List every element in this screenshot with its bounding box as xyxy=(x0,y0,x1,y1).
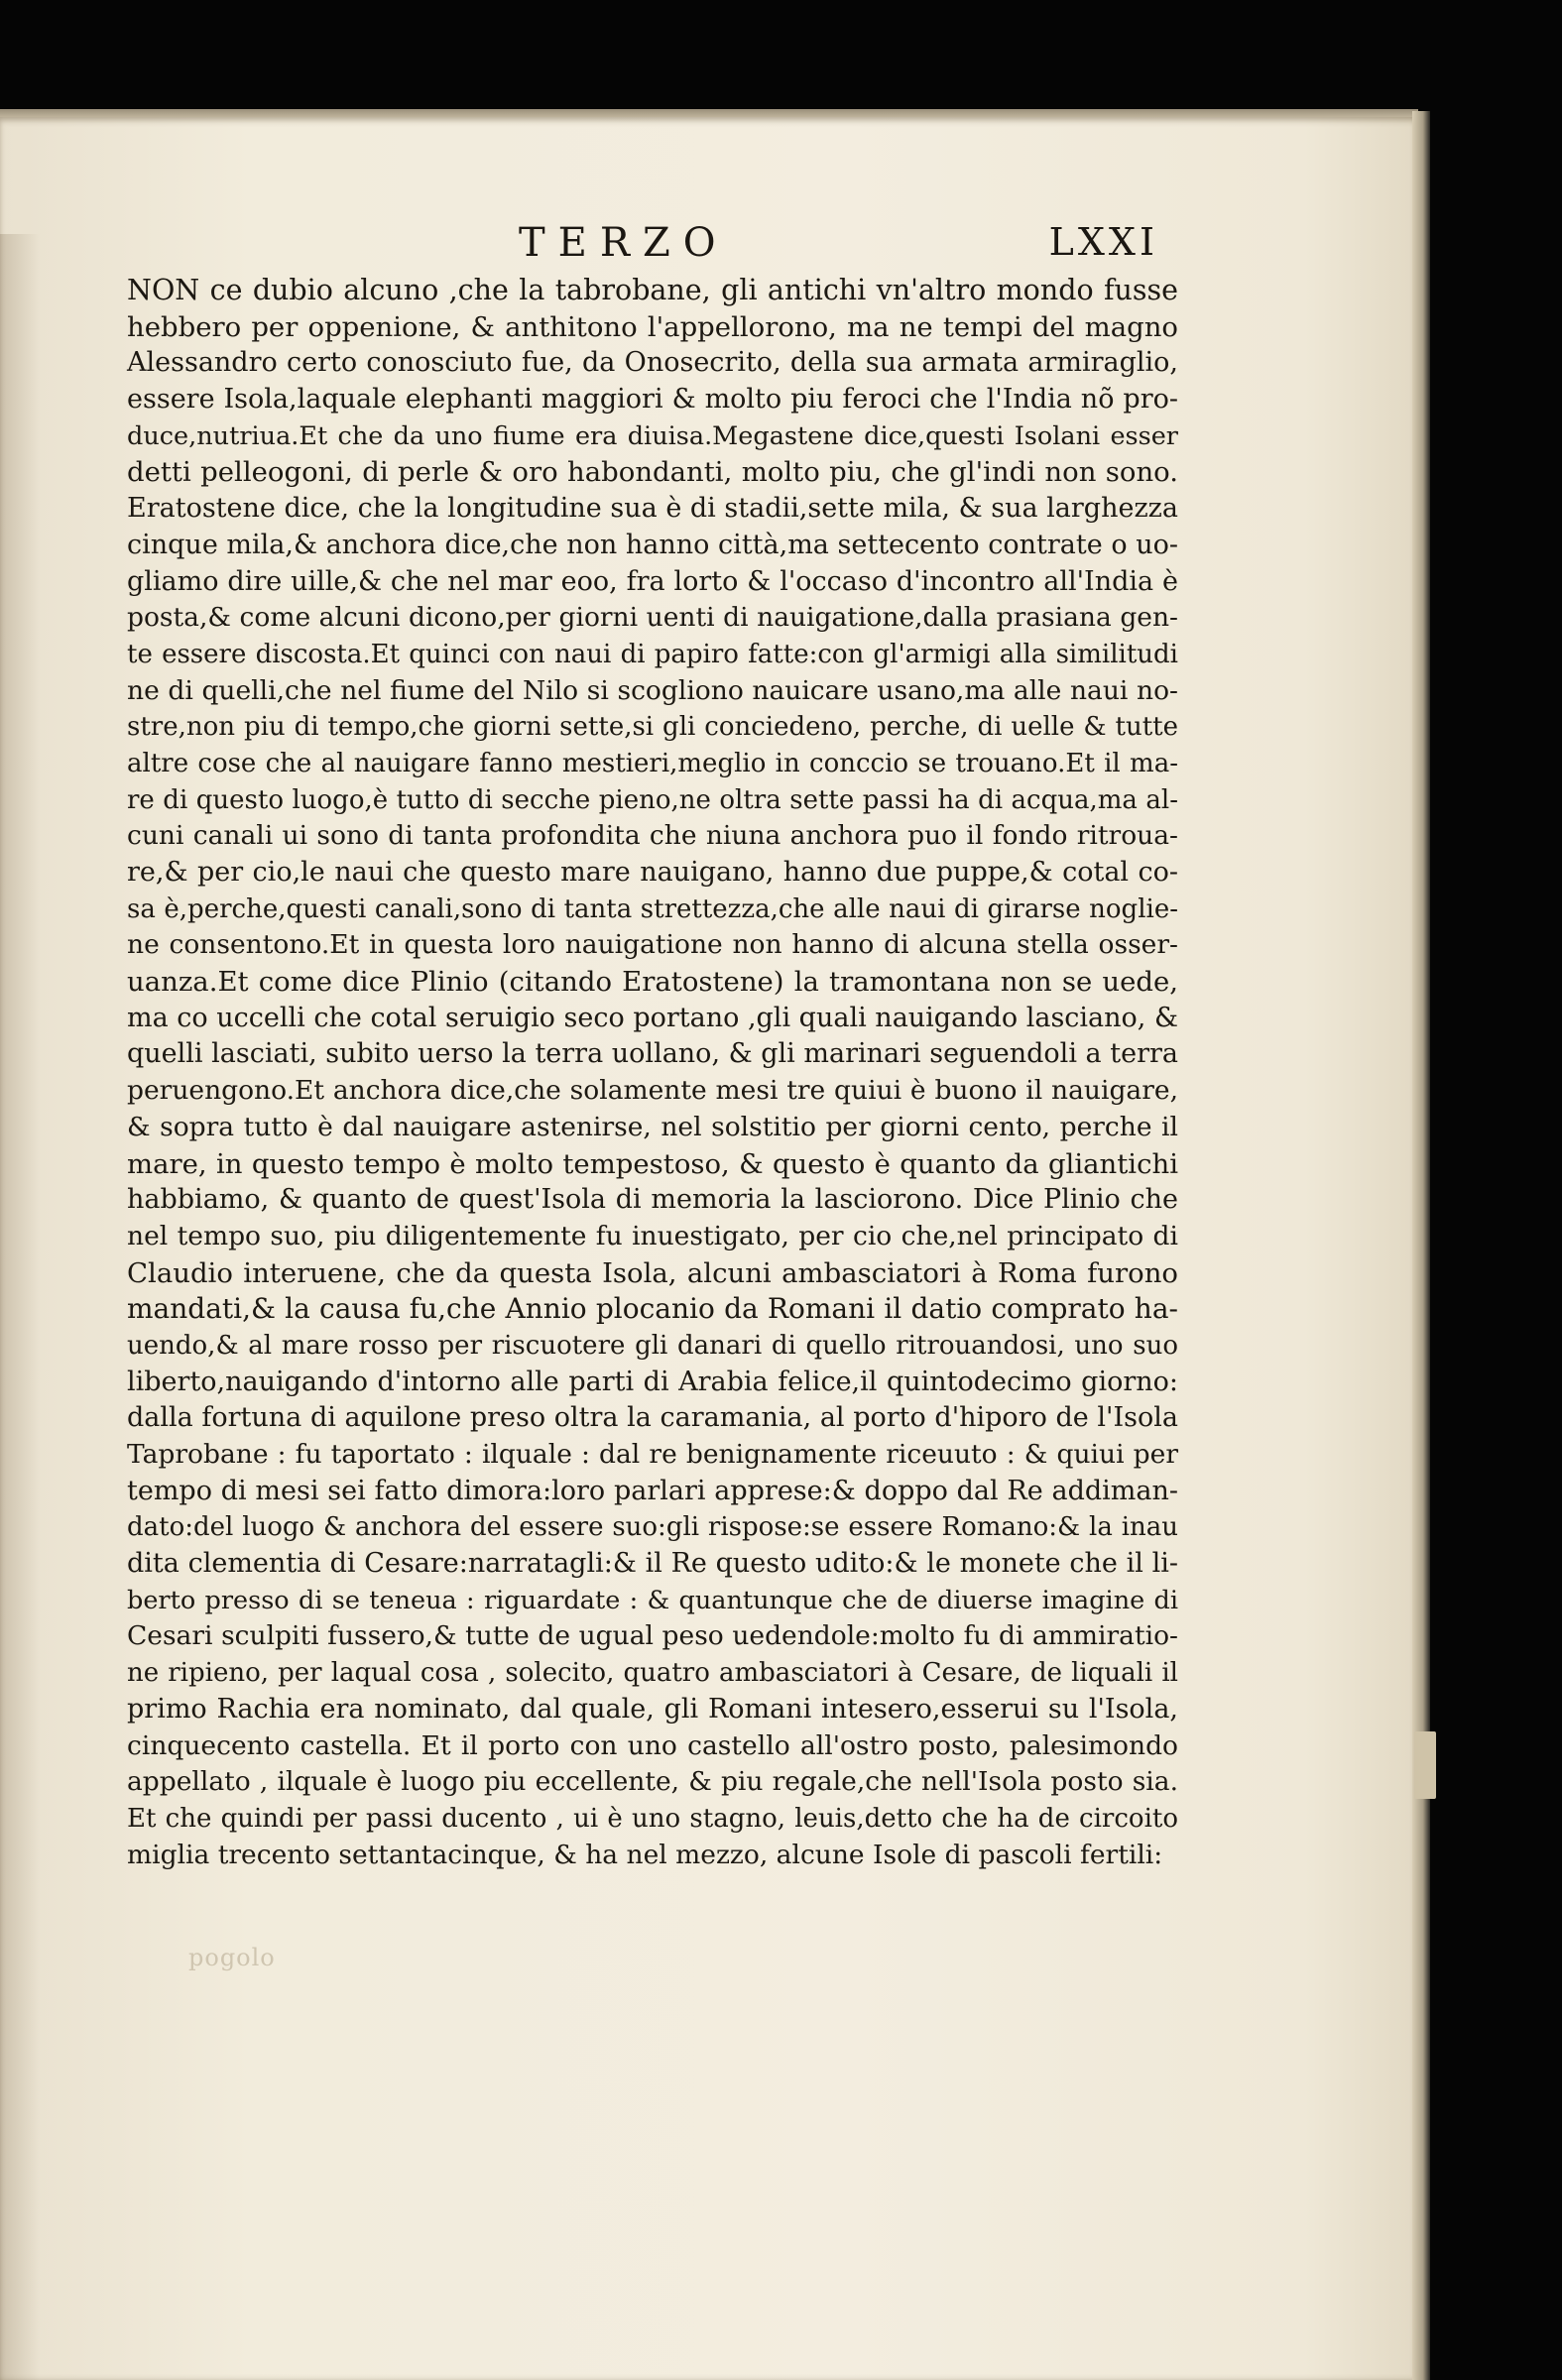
text-line: cinquecento castella. Et il porto con uno castello all'ostro posto, palesimondo xyxy=(127,1729,1178,1761)
text-line: uendo,& al mare rosso per riscuotere gli danari di quello ritrouandosi, uno suo xyxy=(127,1330,1178,1361)
text-line: tempo di mesi sei fatto dimora:loro parlari apprese:& doppo dal Re addiman- xyxy=(127,1475,1178,1506)
page-right-edge xyxy=(1412,111,1430,2380)
catchword: pogolo xyxy=(188,1944,276,1971)
text-line: essere Isola,laquale elephanti maggiori & molto piu feroci che l'India nõ pro- xyxy=(127,384,1178,416)
text-line: dato:del luogo & anchora del essere suo:gli rispose:se essere Romano:& la inau xyxy=(127,1512,1178,1543)
text-line: NON ce dubio alcuno ,che la tabrobane, gli antichi vn'altro mondo fusse xyxy=(127,274,1178,306)
text-line: primo Rachia era nominato, dal quale, gli Romani intesero,esserui su l'Isola, xyxy=(127,1693,1178,1725)
text-line: quelli lasciati, subito uerso la terra uollano, & gli marinari seguendoli a terra xyxy=(127,1038,1178,1070)
text-line: appellato , ilquale è luogo piu eccellente, & piu regale,che nell'Isola posto sia. xyxy=(127,1766,1178,1798)
text-line: Claudio interuene, che da questa Isola, alcuni ambasciatori à Roma furono xyxy=(127,1256,1178,1289)
text-line: posta,& come alcuni dicono,per giorni uenti di nauigatione,dalla prasiana gen- xyxy=(127,602,1178,634)
running-head: TERZO xyxy=(519,220,729,266)
text-line: dalla fortuna di aquilone preso oltra la caramania, al porto d'hiporo de l'Isola xyxy=(127,1402,1178,1434)
text-line: mare, in questo tempo è molto tempestoso, & questo è quanto da gliantichi xyxy=(127,1147,1178,1180)
text-line: dita clementia di Cesare:narratagli:& il Re questo udito:& le monete che il li- xyxy=(127,1548,1178,1580)
text-line: sa è,perche,questi canali,sono di tanta strettezza,che alle naui di girarse noglie- xyxy=(127,893,1178,924)
text-line: cuni canali ui sono di tanta profondita che niuna anchora puo il fondo ritroua- xyxy=(127,820,1178,852)
text-line: liberto,nauigando d'intorno alle parti di Arabia felice,il quintodecimo giorno: xyxy=(127,1366,1178,1397)
text-line: habbiamo, & quanto de quest'Isola di memoria la lasciorono. Dice Plinio che xyxy=(127,1184,1178,1216)
text-line: uanza.Et come dice Plinio (citando Eratostene) la tramontana non se uede, xyxy=(127,966,1178,999)
text-line: altre cose che al nauigare fanno mestieri,meglio in conccio se trouano.Et il ma- xyxy=(127,748,1178,778)
text-line: ma co uccelli che cotal seruigio seco portano ,gli quali nauigando lasciano, & xyxy=(127,1002,1178,1033)
text-line: ne consentono.Et in questa loro nauigatione non hanno di alcuna stella osser- xyxy=(127,929,1178,961)
text-line: hebbero per oppenione, & anthitono l'appellorono, ma ne tempi del magno xyxy=(127,310,1178,343)
text-line: Eratostene dice, che la longitudine sua è di stadii,sette mila, & sua larghezza xyxy=(127,493,1178,525)
text-line: detti pelleogoni, di perle & oro habondanti, molto piu, che gl'indi non sono. xyxy=(127,456,1178,489)
text-line: Cesari sculpiti fussero,& tutte de ugual peso uedendole:molto fu di ammiratio- xyxy=(127,1620,1178,1652)
text-line: te essere discosta.Et quinci con naui di papiro fatte:con gl'armigi alla similitudi xyxy=(127,639,1178,669)
text-line: peruengono.Et anchora dice,che solamente mesi tre quiui è buono il nauigare, xyxy=(127,1075,1178,1107)
folio-number: LXXI xyxy=(1048,220,1158,264)
text-line: miglia trecento settantacinque, & ha nel mezzo, alcune Isole di pascoli fertili: xyxy=(127,1839,1163,1870)
text-line: & sopra tutto è dal nauigare astenirse, nel solstitio per giorni cento, perche il xyxy=(127,1111,1178,1142)
text-line: ne di quelli,che nel fiume del Nilo si scogliono nauicare usano,ma alle naui no- xyxy=(127,674,1178,706)
text-line: cinque mila,& anchora dice,che non hanno città,ma settecento contrate o uo- xyxy=(127,529,1178,560)
text-line: Taprobane : fu taportato : ilquale : dal re benignamente riceuuto : & quiui per xyxy=(127,1439,1178,1470)
text-line: duce,nutriua.Et che da uno fiume era diuisa.Megastene dice,questi Isolani esser xyxy=(127,420,1178,451)
text-line: stre,non piu di tempo,che giorni sette,si gli conciedeno, perche, di uelle & tutte xyxy=(127,712,1178,743)
text-line: gliamo dire uille,& che nel mar eoo, fra lorto & l'occaso d'incontro all'India è xyxy=(127,565,1178,597)
spine-shadow xyxy=(0,234,40,2380)
text-line: berto presso di se teneua : riguardate : & quantunque che de diuerse imagine di xyxy=(127,1585,1178,1615)
page-header xyxy=(127,220,1158,270)
text-line: mandati,& la causa fu,che Annio plocanio da Romani il datio comprato ha- xyxy=(127,1292,1178,1326)
text-line: re di questo luogo,è tutto di secche pieno,ne oltra sette passi ha di acqua,ma al- xyxy=(127,784,1178,815)
paper-tab xyxy=(1414,1731,1436,1799)
text-line: Alessandro certo conosciuto fue, da Onosecrito, della sua armata armiraglio, xyxy=(127,347,1178,379)
text-line: re,& per cio,le naui che questo mare nauigano, hanno due puppe,& cotal co- xyxy=(127,857,1178,888)
text-line: ne ripieno, per laqual cosa , solecito, quatro ambasciatori à Cesare, de liquali il xyxy=(127,1658,1178,1689)
body-text xyxy=(127,273,1178,1873)
text-line: Et che quindi per passi ducento , ui è uno stagno, leuis,detto che ha de circoito xyxy=(127,1803,1178,1834)
text-line: nel tempo suo, piu diligentemente fu inuestigato, per cio che,nel principato di xyxy=(127,1220,1178,1251)
